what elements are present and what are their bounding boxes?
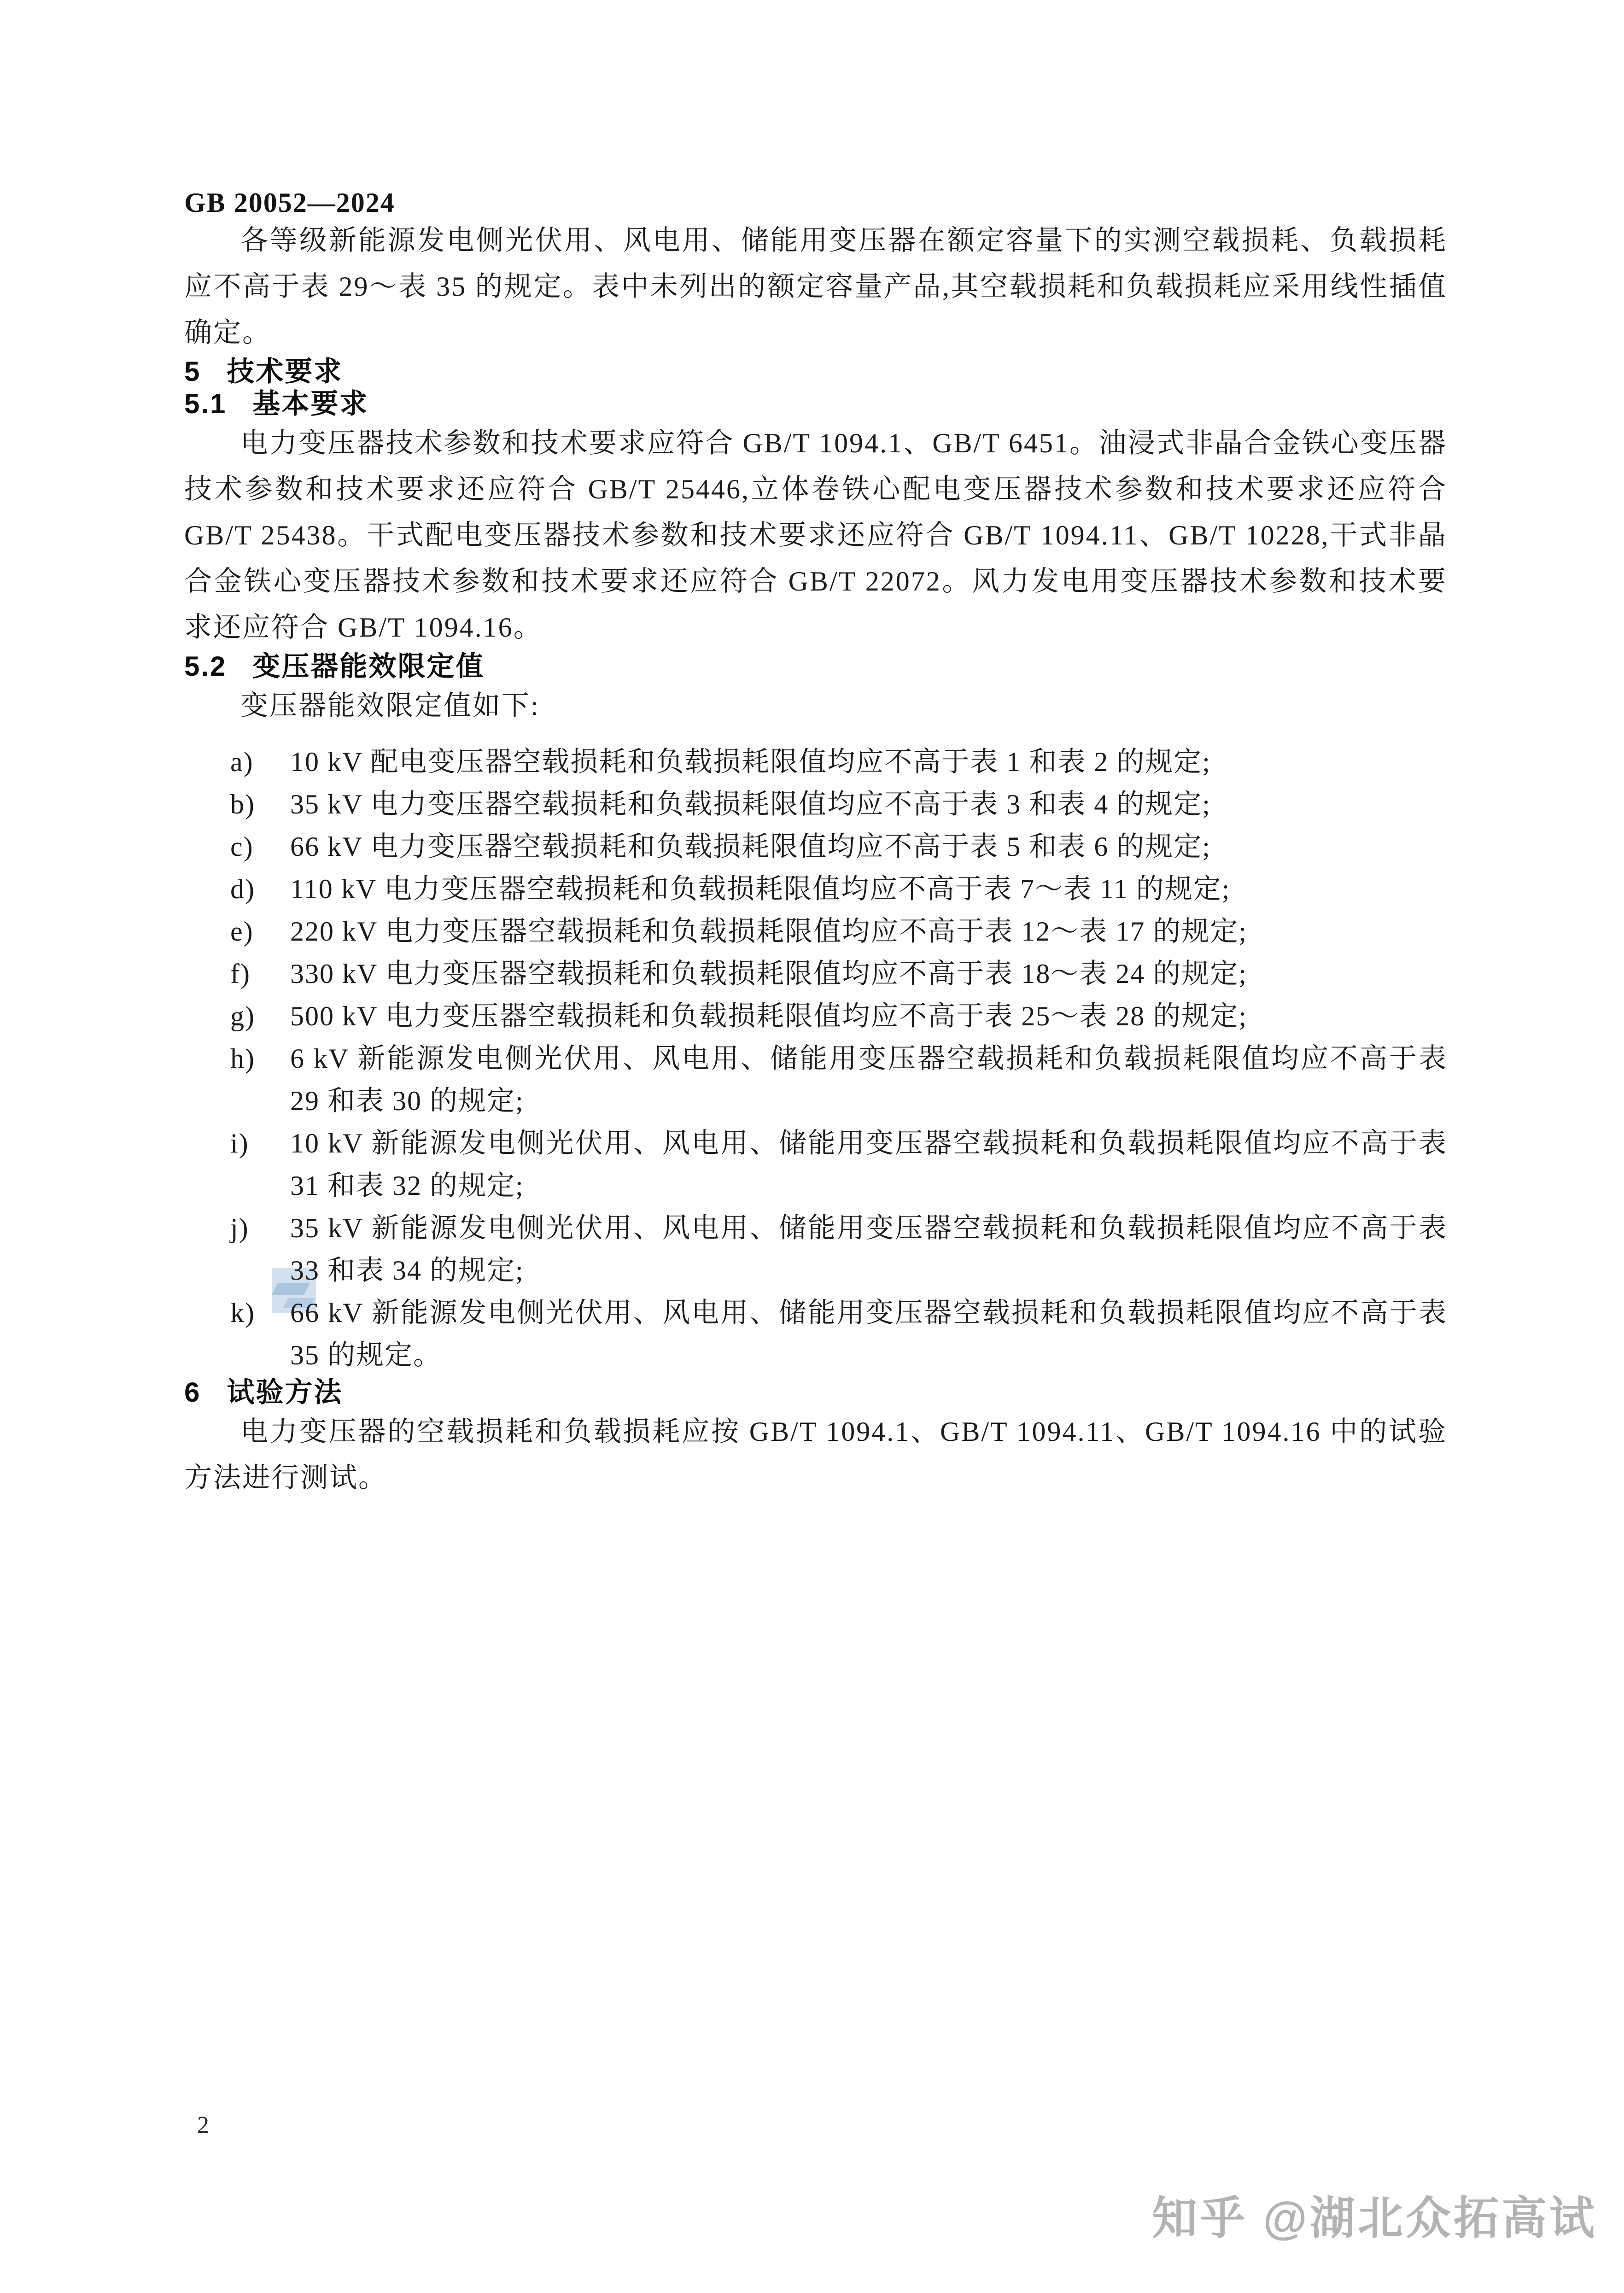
section-5-title: 技术要求 [227,356,343,387]
clause-item-f [184,953,1447,995]
clause-text: 500 kV 电力变压器空载损耗和负载损耗限值均应不高于表 25～表 28 的规定; [290,1001,1247,1031]
section-5-1-heading [184,388,1447,420]
clause-label: k) [230,1298,255,1328]
clause-text: 10 kV 新能源发电侧光伏用、风电用、储能用变压器空载损耗和负载损耗限值均应不高于表 31 和表 32 的规定; [290,1128,1447,1201]
clause-label: d) [230,874,255,904]
clause-label: i) [230,1128,249,1158]
section-6-title: 试验方法 [227,1377,343,1408]
clause-item-b [184,783,1447,825]
clause-text: 220 kV 电力变压器空载损耗和负载损耗限值均应不高于表 12～表 17 的规定; [290,916,1247,947]
clause-label: g) [230,1001,255,1031]
clause-text: 110 kV 电力变压器空载损耗和负载损耗限值均应不高于表 7～表 11 的规定; [290,874,1231,904]
section-5-1-paragraph: 电力变压器技术参数和技术要求应符合 GB/T 1094.1、GB/T 6451。油浸式非晶合金铁心变压器技术参数和技术要求还应符合 GB/T 25446,立体卷铁心配电变压器技术参数和技术要求还应符合 GB/T 25438。干式配电变压器技术参数和技术要求还应符合 GB/T 1094.11、GB/T 10228,干式非晶合金铁心变压器技术参数和技术要求还应符合 GB/T 22072。风力发电用变压器技术参数和技术要求还应符合 GB/T 1094.16。 [184,428,1447,643]
section-6-heading [184,1376,1447,1409]
clause-text: 66 kV 电力变压器空载损耗和负载损耗限值均应不高于表 5 和表 6 的规定; [290,831,1211,862]
clause-text: 330 kV 电力变压器空载损耗和负载损耗限值均应不高于表 18～表 24 的规定; [290,959,1247,989]
section-5-number: 5 [184,356,201,387]
clause-label: h) [230,1043,255,1074]
zhihu-watermark: 知乎 @湖北众拓高试 [1152,2193,1597,2243]
section-5-heading [184,356,1447,388]
clause-item-j [184,1207,1447,1292]
clause-label: a) [230,747,254,777]
standard-code: GB 20052—2024 [184,187,395,218]
clause-text: 10 kV 配电变压器空载损耗和负载损耗限值均应不高于表 1 和表 2 的规定; [290,747,1211,777]
clause-label: e) [230,916,254,947]
clause-item-i [184,1122,1447,1207]
clause-text: 66 kV 新能源发电侧光伏用、风电用、储能用变压器空载损耗和负载损耗限值均应不高于表 35 的规定。 [290,1298,1447,1370]
clause-label: b) [230,789,255,819]
clause-item-c [184,825,1447,868]
intro-paragraph: 各等级新能源发电侧光伏用、风电用、储能用变压器在额定容量下的实测空载损耗、负载损耗应不高于表 29～表 35 的规定。表中未列出的额定容量产品,其空载损耗和负载损耗应采用线性插值确定。 [184,225,1447,348]
clause-list [184,741,1447,1376]
page-number: 2 [197,2112,209,2138]
section-5-1-title: 基本要求 [252,388,369,419]
clause-text: 35 kV 新能源发电侧光伏用、风电用、储能用变压器空载损耗和负载损耗限值均应不高于表 33 和表 34 的规定; [290,1213,1447,1286]
clause-item-g [184,995,1447,1037]
section-5-2-heading [184,650,1447,683]
clause-item-d [184,868,1447,910]
section-5-2-number: 5.2 [184,651,227,682]
clause-item-h [184,1037,1447,1122]
clause-label: j) [230,1213,249,1243]
text-column [184,0,1447,1501]
section-5-2-lead: 变压器能效限定值如下: [240,690,540,721]
section-5-2-title: 变压器能效限定值 [252,651,485,682]
clause-text: 35 kV 电力变压器空载损耗和负载损耗限值均应不高于表 3 和表 4 的规定; [290,789,1211,819]
clause-label: c) [230,831,254,862]
section-5-1-number: 5.1 [184,388,227,419]
clause-item-e [184,910,1447,953]
clause-text: 6 kV 新能源发电侧光伏用、风电用、储能用变压器空载损耗和负载损耗限值均应不高于表 29 和表 30 的规定; [290,1043,1447,1116]
section-6-paragraph: 电力变压器的空载损耗和负载损耗应按 GB/T 1094.1、GB/T 1094.11、GB/T 1094.16 中的试验方法进行测试。 [184,1416,1447,1493]
section-6-number: 6 [184,1377,201,1408]
clause-item-k [184,1292,1447,1376]
clause-label: f) [230,959,251,989]
clause-item-a [184,741,1447,783]
